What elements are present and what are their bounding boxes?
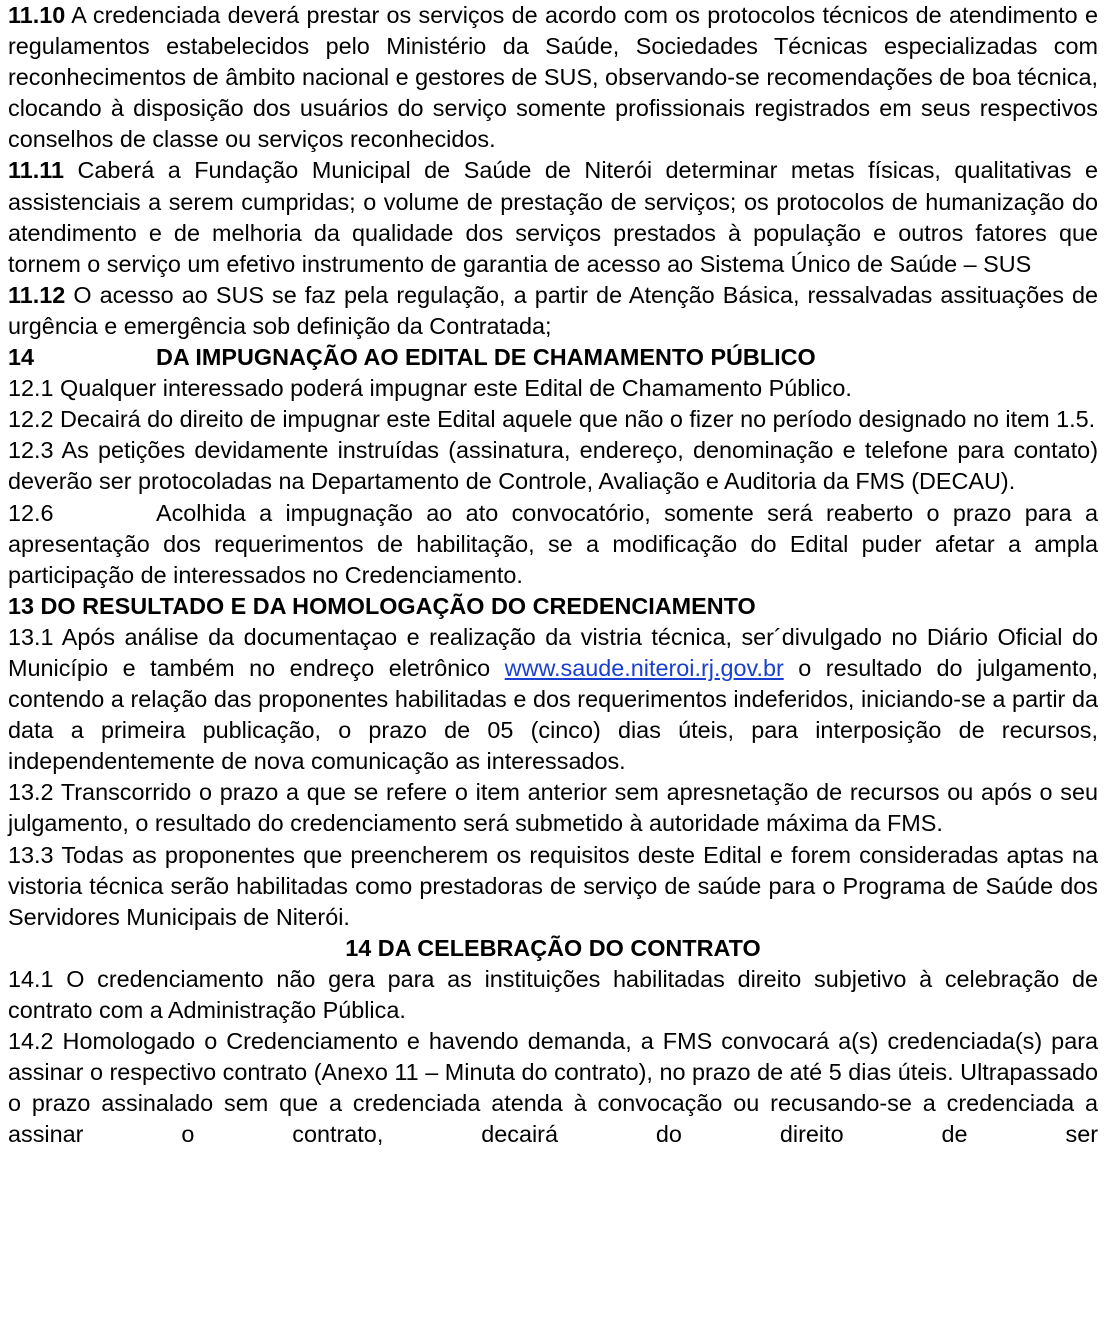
- paragraph-text: 13.1 Após análise da documentaçao e realização da vistria técnica, ser´divulgado no Diário Oficial do Município e também no endreço eletrônico: [8, 623, 1098, 681]
- website-link[interactable]: www.saude.niteroi.rj.gov.br: [504, 654, 784, 681]
- document-page: [8, 0, 1098, 1150]
- paragraph-text: O acesso ao SUS se faz pela regulação, a partir de Atenção Básica, ressalvadas assituações de urgência e emergência sob definição da Contratada;: [8, 281, 1098, 339]
- paragraph-11-11: [8, 155, 1098, 279]
- section-title: DA IMPUGNAÇÃO AO EDITAL DE CHAMAMENTO PÚBLICO: [156, 344, 816, 371]
- section-number: 14: [8, 344, 35, 371]
- paragraph-13-3: 13.3 Todas as proponentes que preencherem os requisitos deste Edital e forem consideradas aptas na vistoria técnica serão habilitadas como prestadoras de serviço de saúde para o Programa de Saúde dos Servidores Municipais de Niterói.: [8, 841, 1098, 930]
- paragraph-12-6: [8, 498, 1098, 591]
- item-number: 11.10: [8, 2, 66, 28]
- item-number: 11.12: [8, 281, 66, 308]
- paragraph-13-1: [8, 622, 1098, 777]
- section-heading-contrato: 14 DA CELEBRAÇÃO DO CONTRATO: [345, 934, 761, 961]
- paragraph-text: Caberá a Fundação Municipal de Saúde de Niterói determinar metas físicas, qualitativas e assistenciais a serem cumpridas; o volume de prestação de serviços; os protocolos de humanização do atendimento e de melhoria da qualidade dos serviços prestados à população e outros fatores que tornem o serviço um efetivo instrumento de garantia de acesso ao Sistema Único de Saúde – SUS: [8, 157, 1098, 277]
- section-heading-impugnacao: [8, 342, 1098, 373]
- paragraph-14-1: 14.1 O credenciamento não gera para as instituições habilitadas direito subjetivo à celebração de contrato com a Administração Pública.: [8, 965, 1098, 1023]
- paragraph-14-2: 14.2 Homologado o Credenciamento e havendo demanda, a FMS convocará a(s) credenciada(s) para assinar o respectivo contrato (Anexo 11 – Minuta do contrato), no prazo de até 5 dias úteis. Ultrapassado o prazo assinalado sem que a credenciada atenda à convocação ou recusando-se a credenciada a assinar o contrato, decairá do direito de ser: [8, 1028, 1098, 1148]
- item-number: 11.11: [8, 157, 64, 184]
- paragraph-12-3: 12.3 As petições devidamente instruídas (assinatura, endereço, denominação e telefone para contato) deverão ser protocoladas na Departamento de Controle, Avaliação e Auditoria da FMS (DECAU).: [8, 437, 1098, 495]
- paragraph-12-1: 12.1 Qualquer interessado poderá impugnar este Edital de Chamamento Público.: [8, 375, 852, 402]
- paragraph-text: o resultado do julgamento, contendo a relação das proponentes habilitadas e dos requerimentos indeferidos, iniciando-se a partir da data a primeira publicação, o prazo de 05 (cinco) dias úteis, para interposição de recursos, independentemente de nova comunicação as interessados.: [8, 654, 1098, 775]
- paragraph-11-12: [8, 280, 1098, 342]
- paragraph-12-2: 12.2 Decairá do direito de impugnar este Edital aquele que não o fizer no período designado no item 1.5.: [8, 406, 1096, 433]
- paragraph-13-2: 13.2 Transcorrido o prazo a que se refere o item anterior sem apresnetação de recursos ou após o seu julgamento, o resultado do credenciamento será submetido à autoridade máxima da FMS.: [8, 779, 1098, 837]
- paragraph-11-10: [8, 0, 1098, 155]
- paragraph-text: Acolhida a impugnação ao ato convocatório, somente será reaberto o prazo para a apresentação dos requerimentos de habilitação, se a modificação do Edital puder afetar a ampla participação de interessados no Credenciamento.: [8, 499, 1098, 588]
- paragraph-text: A credenciada deverá prestar os serviços de acordo com os protocolos técnicos de atendimento e regulamentos estabelecidos pelo Ministério da Saúde, Sociedades Técnicas especializadas com reconhecimentos de âmbito nacional e gestores de SUS, observando-se recomendações de boa técnica, clocando à disposição dos usuários do serviço somente profissionais registrados em seus respectivos conselhos de classe ou serviços reconhecidos.: [8, 2, 1098, 153]
- item-number: 12.6: [8, 499, 54, 526]
- section-heading-resultado: 13 DO RESULTADO E DA HOMOLOGAÇÃO DO CREDENCIAMENTO: [8, 592, 756, 619]
